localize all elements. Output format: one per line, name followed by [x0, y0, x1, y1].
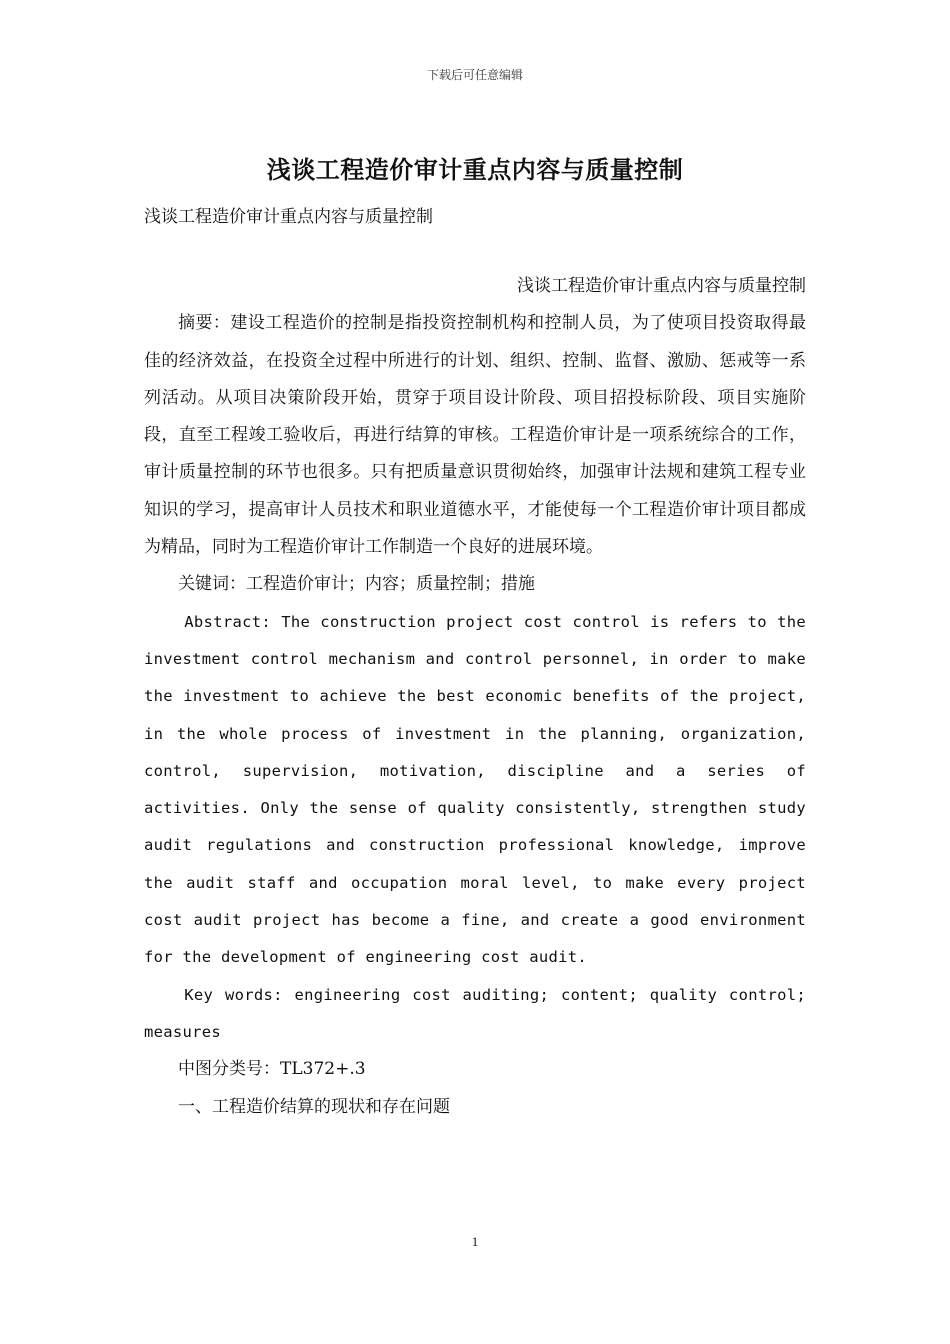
classification-number: 中图分类号：TL372+.3: [178, 1059, 366, 1080]
chinese-keywords: 关键词：工程造价审计；内容；质量控制；措施: [178, 574, 535, 595]
repeated-title: 浅谈工程造价审计重点内容与质量控制: [517, 276, 806, 296]
english-keywords: Key words: engineering cost auditing; content; quality control; measures: [144, 985, 806, 1041]
section-heading: 一、工程造价结算的现状和存在问题: [178, 1096, 450, 1117]
header-note: 下载后可任意编辑: [426, 68, 523, 82]
chinese-abstract: 摘要：建设工程造价的控制是指投资控制机构和控制人员，为了使项目投资取得最佳的经济效益，在投资全过程中所进行的计划、组织、控制、监督、激励、惩戒等一系列活动。从项目决策阶段开始，贯穿于项目设计阶段、项目招投标阶段、项目实施阶段，直至工程竣工验收后，再进行结算的审核。工程造价审计是一项系统综合的工作，审计质量控制的环节也很多。只有把质量意识贯彻始终，加强审计法规和建筑工程专业知识的学习，提高审计人员技术和职业道德水平，才能使每一个工程造价审计项目都成为精品，同时为工程造价审计工作制造一个良好的进展环境。: [144, 313, 806, 558]
document-title: 浅谈工程造价审计重点内容与质量控制: [266, 155, 684, 184]
document-body: [144, 268, 806, 1126]
page-number: 1: [471, 1234, 479, 1249]
english-abstract: Abstract: The construction project cost control is refers to the investment control mechanism and control personnel, in order to make the investment to achieve the best economic benefits of the project, in the whole process of investment in the planning, organization, control, supervision, motivation, discipline and a series of activities. Only the sense of quality consistently, strengthen study audit regulations and construction professional knowledge, improve the audit staff and occupation moral level, to make every project cost audit project has become a fine, and create a good environment for the development of engineering cost audit.: [144, 612, 806, 967]
document-subtitle: 浅谈工程造价审计重点内容与质量控制: [144, 207, 433, 227]
